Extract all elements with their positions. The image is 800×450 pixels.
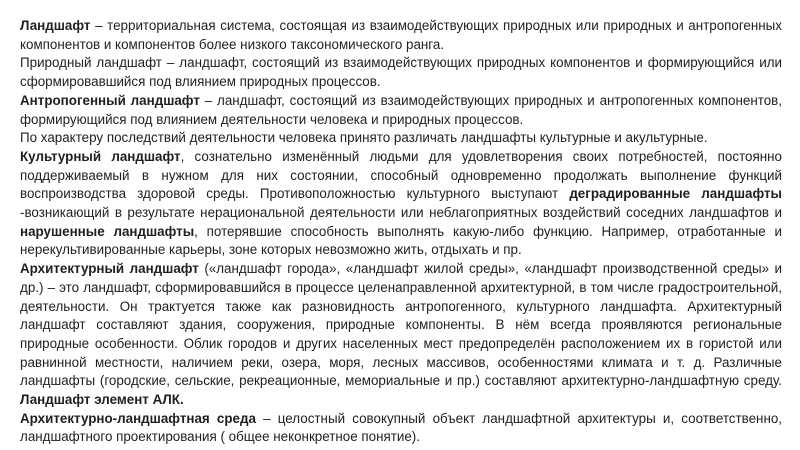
paragraph-landscape-definition <box>20 17 782 54</box>
cultural-landscape-text-1: , сознательно изменённый людьми для удовлетворения своих потребностей, постоянно поддерживаемый в нужном для них состоянии, способный одновременно продолжать выполнение функций воспроизводства здоровой среды. Противоположностью культурного выступают <box>20 148 782 202</box>
paragraph-cultural-landscape <box>20 148 782 260</box>
term-cultural-landscape: Культурный ландшафт <box>20 148 181 164</box>
term-architectural-landscape: Архитектурный ландшафт <box>20 261 199 277</box>
classification-text: По характеру последствий деятельности человека принято различать ландшафты культурные и акультурные. <box>20 130 708 146</box>
anthropogenic-landscape-text: – ландшафт, состоящий из взаимодействующих природных и антропогенных компонентов, формирующийся под влиянием деятельности человека и природных процессов. <box>20 92 782 127</box>
paragraph-architectural-landscape <box>20 260 782 410</box>
cultural-landscape-text-3: , потерявшие способность выполнять какую-либо функцию. Например, отработанные и нерекультивированные карьеры, зоне которых невозможно жить, отдыхать и пр. <box>20 223 782 258</box>
paragraph-classification <box>20 129 782 148</box>
term-architectural-landscape-environment: Архитектурно-ландшафтная среда <box>20 410 256 426</box>
paragraph-natural-landscape <box>20 54 782 91</box>
text-block <box>20 17 782 447</box>
landscape-definition-text: – территориальная система, состоящая из взаимодействующих природных или природных и антропогенных компонентов и компонентов более низкого таксономического ранга. <box>20 18 782 52</box>
term-degraded-landscapes: деградированные ландшафты <box>569 186 782 202</box>
architectural-landscape-text: («ландшафт города», «ландшафт жилой среды», «ландшафт производственной среды» и др.) – это ландшафт, сформировавшийся в процессе целенаправленной архитектурной, в том числе градостроительной, деятельности. Он трактуется также как разновидность антропогенного, культурного ландшафта. Архитектурный ландшафт составляют здания, сооружения, природные компоненты. В нём всегда проявляются региональные природные особенности. Облик городов и других населенных мест предопределён расположением их в гористой или равнинной местности, наличием реки, озера, моря, лесных массивов, особенностями климата и т. д. Различные ландшафты (городские, сельские, рекреационные, мемориальные и пр.) составляют архитектурно-ландшафтную среду. <box>20 261 782 389</box>
cultural-landscape-text-2: -возникающий в результате нерациональной деятельности или неблагоприятных воздействий соседних ландшафтов и <box>20 205 782 221</box>
natural-landscape-text: Природный ландшафт – ландшафт, состоящий из взаимодействующих природных компонентов и формирующийся или сформировавшийся под влиянием природных процессов. <box>20 55 782 90</box>
architectural-landscape-environment-text: – целостный совокупный объект ландшафтной архитектуры и, соответственно, ландшафтного проектирования ( общее неконкретное понятие). <box>20 410 783 445</box>
paragraph-anthropogenic-landscape <box>20 92 782 129</box>
term-disturbed-landscapes: нарушенные ландшафты <box>20 223 195 239</box>
term-landscape-element: Ландшафт элемент АЛК. <box>20 392 184 408</box>
term-landscape: Ландшафт <box>20 18 91 33</box>
term-anthropogenic-landscape: Антропогенный ландшафт <box>20 92 200 108</box>
paragraph-architectural-landscape-environment <box>20 410 782 447</box>
